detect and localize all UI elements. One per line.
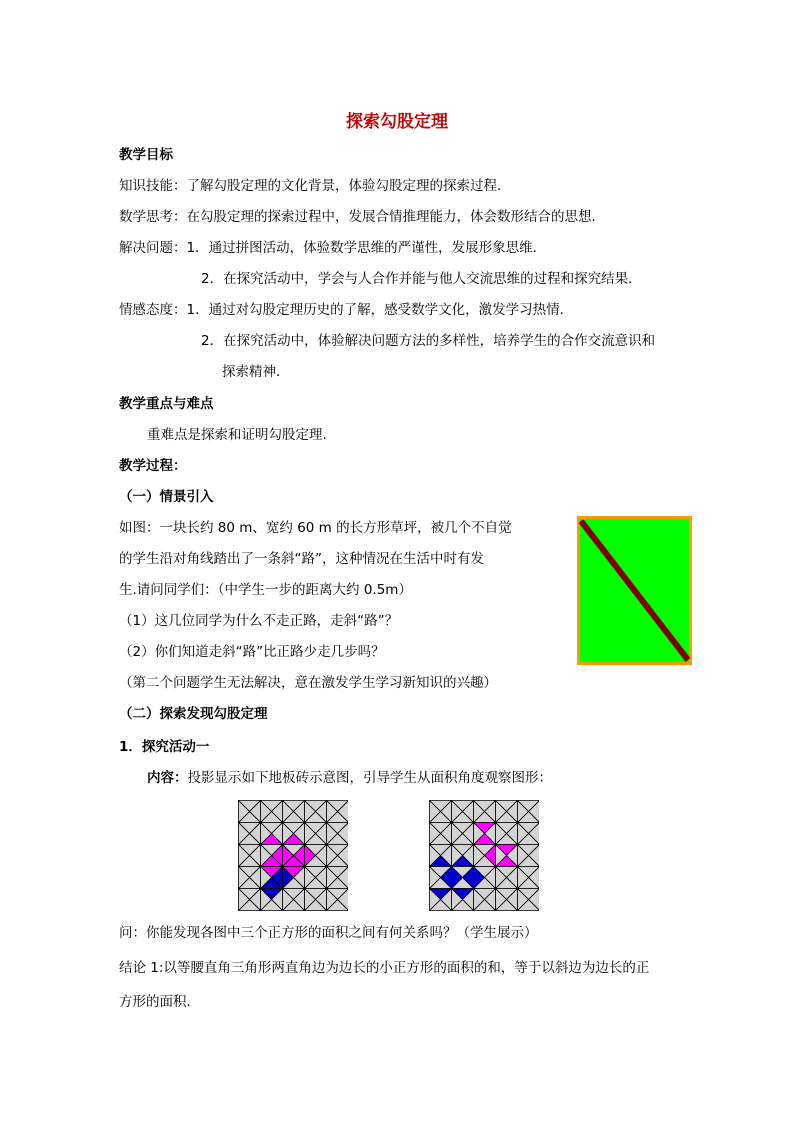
floor-tile-figure-right bbox=[429, 800, 539, 915]
focus-text: 重难点是探索和证明勾股定理. bbox=[147, 427, 327, 443]
section-1-paragraph-line-1: 如图：一块长约 80 m、宽约 60 m 的长方形草坪，被几个不自觉 bbox=[119, 520, 512, 536]
objective-problem-1: 解决问题：1．通过拼图活动，体验数学思维的严谨性，发展形象思维． bbox=[119, 240, 547, 256]
page-title: 探索勾股定理 bbox=[346, 112, 448, 132]
objective-knowledge: 知识技能：了解勾股定理的文化背景，体验勾股定理的探索过程． bbox=[119, 178, 511, 194]
conclusion-1-line-1: 结论 1:以等腰直角三角形两直角边为边长的小正方形的面积的和，等于以斜边为边长的正 bbox=[119, 960, 650, 976]
process-heading: 教学过程： bbox=[119, 458, 187, 474]
question-1: （1）这几位同学为什么不走正路，走斜“路”？ bbox=[119, 613, 399, 629]
conclusion-1-line-2: 方形的面积． bbox=[119, 994, 200, 1010]
section-1-heading: （一）情景引入 bbox=[119, 489, 214, 505]
lawn-diagram bbox=[577, 516, 692, 669]
question-area-relation: 问：你能发现各图中三个正方形的面积之间有何关系吗？（学生展示） bbox=[119, 925, 538, 941]
section-2-heading: （二）探索发现勾股定理 bbox=[119, 706, 268, 722]
objective-attitude-1: 情感态度：1．通过对勾股定理历史的了解，感受数学文化，激发学习热情． bbox=[119, 302, 574, 318]
question-2: （2）你们知道走斜“路”比正路少走几步吗？ bbox=[119, 644, 385, 660]
content-text: 投影显示如下地板砖示意图，引导学生从面积角度观察图形： bbox=[187, 770, 552, 786]
objective-problem-2: 2．在探究活动中，学会与人合作并能与他人交流思维的过程和探究结果． bbox=[201, 271, 642, 287]
objectives-heading: 教学目标 bbox=[119, 147, 173, 163]
objective-attitude-2: 2．在探究活动中，体验解决问题方法的多样性，培养学生的合作交流意识和 bbox=[201, 333, 656, 349]
content-label: 内容： bbox=[147, 770, 188, 786]
floor-tile-figure-left bbox=[238, 800, 348, 915]
section-1-note: （第二个问题学生无法解决，意在激发学生学习新知识的兴趣） bbox=[119, 675, 497, 691]
focus-heading: 教学重点与难点 bbox=[119, 396, 214, 412]
objective-attitude-2-cont: 探索精神． bbox=[222, 364, 290, 380]
section-1-paragraph-line-3: 生.请问同学们：（中学生一步的距离大约 0.5m） bbox=[119, 582, 412, 598]
objective-thinking: 数学思考：在勾股定理的探索过程中，发展合情推理能力，体会数形结合的思想． bbox=[119, 209, 605, 225]
section-1-paragraph-line-2: 的学生沿对角线踏出了一条斜“路”，这种情况在生活中时有发 bbox=[119, 551, 484, 567]
activity-1-heading: 1．探究活动一 bbox=[119, 739, 210, 755]
